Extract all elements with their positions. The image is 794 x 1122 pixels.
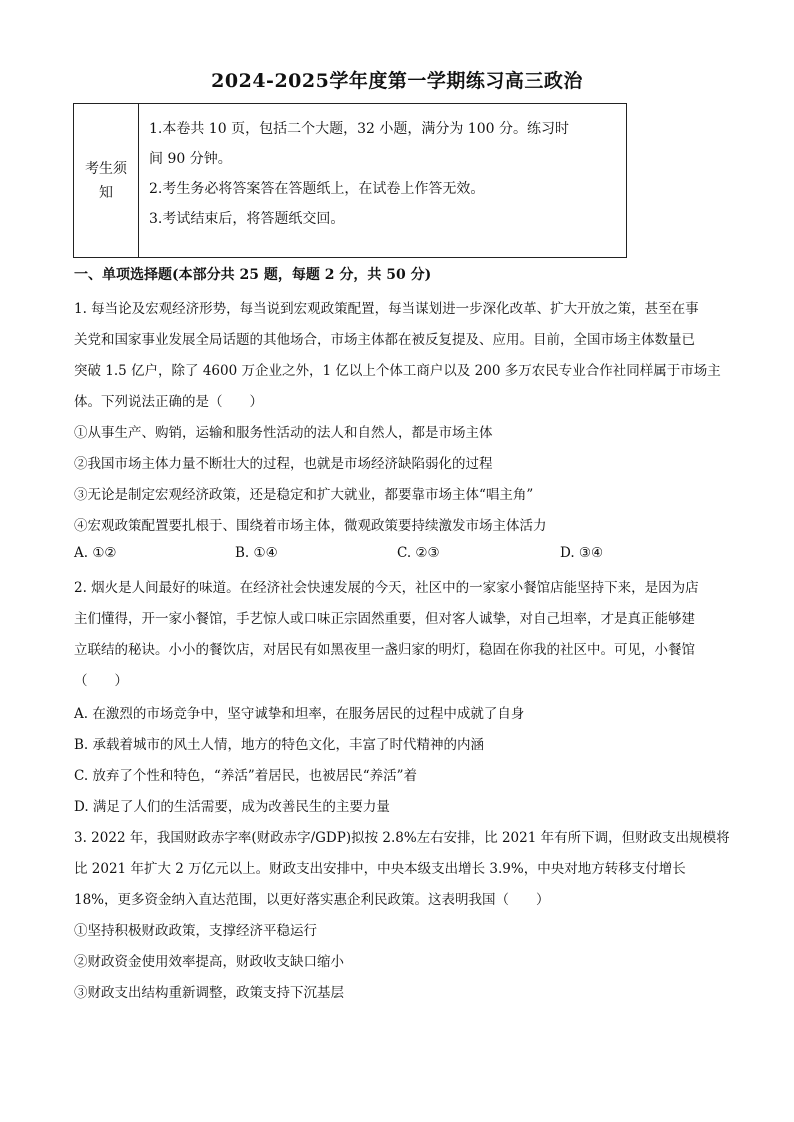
notice-label: 考生须知 — [74, 104, 139, 257]
section-heading: 一、单项选择题(本部分共 25 题，每题 2 分，共 50 分) — [74, 267, 432, 283]
q3-item: ③财政支出结构重新调整，政策支持下沉基层 — [74, 985, 344, 1001]
q3-stem-line: 18%，更多资金纳入直达范围，以更好落实惠企利民政策。这表明我国（ ） — [74, 892, 550, 908]
page-title: 2024-2025学年度第一学期练习高三政治 — [211, 70, 583, 92]
q1-option-d[interactable]: D. ③④ — [560, 545, 604, 561]
q1-option-c[interactable]: C. ②③ — [397, 545, 440, 561]
q2-option-c[interactable]: C. 放弃了个性和特色，“养活”着居民，也被居民“养活”着 — [74, 768, 418, 784]
q1-option-b[interactable]: B. ①④ — [235, 545, 278, 561]
notice-line: 1.本卷共 10 页，包括二个大题，32 小题，满分为 100 分。练习时 — [149, 121, 569, 137]
q2-stem-line: 2. 烟火是人间最好的味道。在经济社会快速发展的今天，社区中的一家家小餐馆店能坚持下来，是因为店 — [74, 580, 699, 596]
q1-item: ③无论是制定宏观经济政策，还是稳定和扩大就业，都要靠市场主体“唱主角” — [74, 487, 534, 503]
q3-item: ①坚持积极财政政策，支撑经济平稳运行 — [74, 923, 317, 939]
notice-box — [73, 103, 627, 258]
q1-item: ④宏观政策配置要扎根于、围绕着市场主体，微观政策要持续激发市场主体活力 — [74, 518, 547, 534]
q1-item: ①从事生产、购销，运输和服务性活动的法人和自然人，都是市场主体 — [74, 425, 493, 441]
q2-option-d[interactable]: D. 满足了人们的生活需要，成为改善民生的主要力量 — [74, 799, 390, 815]
q3-item: ②财政资金使用效率提高，财政收支缺口缩小 — [74, 954, 344, 970]
q2-stem-line: 主们懂得，开一家小餐馆，手艺惊人或口味正宗固然重要，但对客人诚挚，对自己坦率，才是真正能够建 — [74, 611, 695, 627]
q2-stem-line: 立联结的秘诀。小小的餐饮店，对居民有如黑夜里一盏归家的明灯，稳固在你我的社区中。可见，小餐馆 — [74, 642, 695, 658]
notice-body — [139, 104, 626, 257]
q1-stem-line: 关党和国家事业发展全局话题的其他场合，市场主体都在被反复提及、应用。目前，全国市场主体数量已 — [74, 332, 695, 348]
q1-stem-line: 体。下列说法正确的是（ ） — [74, 394, 263, 410]
notice-line: 间 90 分钟。 — [149, 151, 232, 167]
q1-option-a[interactable]: A. ①② — [74, 545, 117, 561]
notice-line: 3.考试结束后，将答题纸交回。 — [149, 211, 345, 227]
notice-line: 2.考生务必将答案答在答题纸上，在试卷上作答无效。 — [149, 181, 485, 197]
q3-stem-line: 3. 2022 年，我国财政赤字率(财政赤字/GDP)拟按 2.8%左右安排，比 2021 年有所下调，但财政支出规模将 — [74, 830, 730, 846]
q1-item: ②我国市场主体力量不断壮大的过程，也就是市场经济缺陷弱化的过程 — [74, 456, 493, 472]
q2-option-b[interactable]: B. 承载着城市的风土人情，地方的特色文化，丰富了时代精神的内涵 — [74, 737, 485, 753]
q2-option-a[interactable]: A. 在激烈的市场竞争中，坚守诚挚和坦率，在服务居民的过程中成就了自身 — [74, 706, 525, 722]
q3-stem-line: 比 2021 年扩大 2 万亿元以上。财政支出安排中，中央本级支出增长 3.9%，中央对地方转移支付增长 — [74, 861, 686, 877]
q2-stem-line: （ ） — [74, 673, 128, 689]
q1-stem-line: 1. 每当论及宏观经济形势，每当说到宏观政策配置，每当谋划进一步深化改革、扩大开放之策，甚至在事 — [74, 301, 699, 317]
q1-stem-line: 突破 1.5 亿户，除了 4600 万企业之外，1 亿以上个体工商户以及 200 多万农民专业合作社同样属于市场主 — [74, 363, 721, 379]
